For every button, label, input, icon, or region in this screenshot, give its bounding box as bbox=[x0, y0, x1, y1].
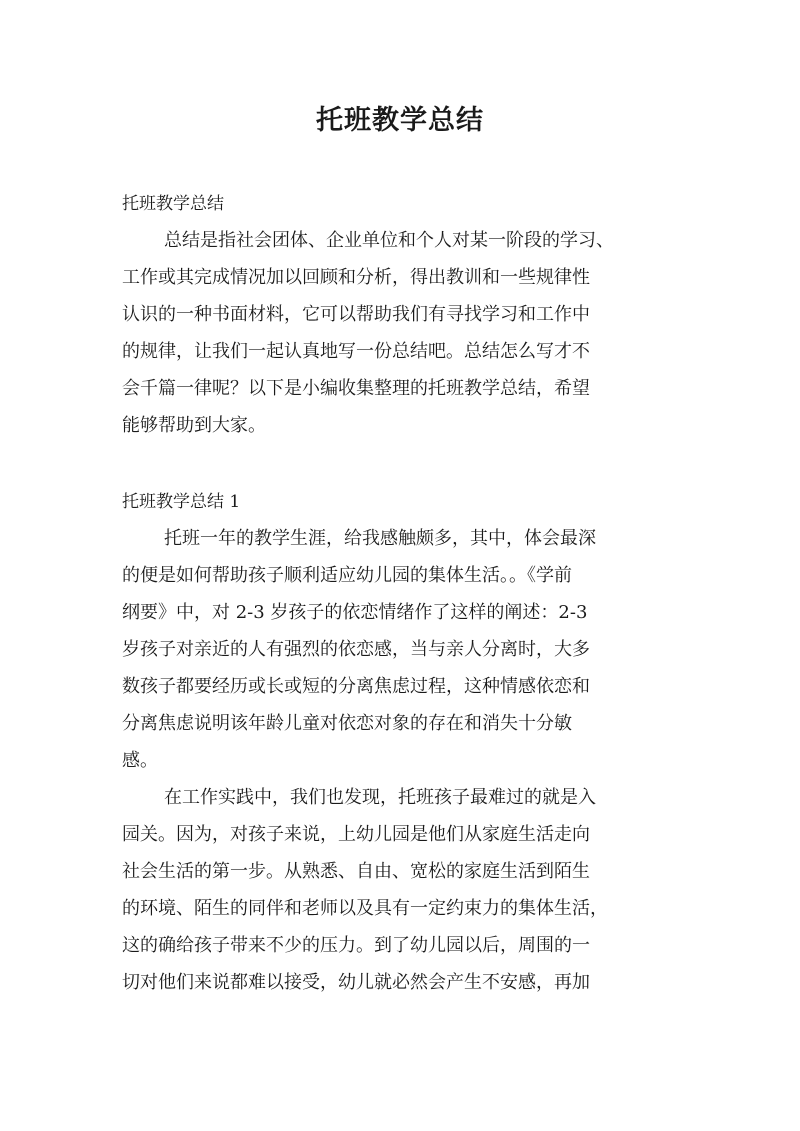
paragraph-line: 数孩子都要经历或长或短的分离焦虑过程，这种情感依恋和 bbox=[122, 676, 590, 697]
paragraph-line: 的环境、陌生的同伴和老师以及具有一定约束力的集体生活， bbox=[122, 898, 608, 919]
paragraph-line: 这的确给孩子带来不少的压力。到了幼儿园以后，周围的一 bbox=[122, 935, 590, 956]
paragraph-line: 切对他们来说都难以接受，幼儿就必然会产生不安感，再加 bbox=[122, 972, 590, 993]
paragraph-line: 总结是指社会团体、企业单位和个人对某一阶段的学习、 bbox=[164, 230, 614, 251]
paragraph-line: 工作或其完成情况加以回顾和分析，得出教训和一些规律性 bbox=[122, 267, 590, 288]
paragraph-line: 感。 bbox=[122, 750, 158, 771]
paragraph-line: 在工作实践中，我们也发现，托班孩子最难过的就是入 bbox=[164, 787, 596, 808]
paragraph-line: 纲要》中，对 2-3 岁孩子的依恋情绪作了这样的阐述：2-3 bbox=[122, 602, 588, 623]
paragraph-line: 托班一年的教学生涯，给我感触颇多，其中，体会最深 bbox=[164, 528, 596, 549]
section-heading: 托班教学总结 bbox=[122, 194, 224, 214]
paragraph-line: 认识的一种书面材料，它可以帮助我们有寻找学习和工作中 bbox=[122, 304, 590, 325]
document-title: 托班教学总结 bbox=[316, 105, 484, 136]
paragraph-line: 社会生活的第一步。从熟悉、自由、宽松的家庭生活到陌生 bbox=[122, 861, 590, 882]
paragraph-line: 的便是如何帮助孩子顺利适应幼儿园的集体生活。。《学前 bbox=[122, 565, 572, 586]
paragraph-line: 分离焦虑说明该年龄儿童对依恋对象的存在和消失十分敏 bbox=[122, 713, 572, 734]
section-heading: 托班教学总结 1 bbox=[122, 492, 241, 512]
paragraph-line: 能够帮助到大家。 bbox=[122, 415, 266, 436]
paragraph-line: 岁孩子对亲近的人有强烈的依恋感，当与亲人分离时，大多 bbox=[122, 639, 590, 660]
paragraph-line: 园关。因为，对孩子来说，上幼儿园是他们从家庭生活走向 bbox=[122, 824, 590, 845]
paragraph-line: 的规律，让我们一起认真地写一份总结吧。总结怎么写才不 bbox=[122, 341, 590, 362]
paragraph-line: 会千篇一律呢？以下是小编收集整理的托班教学总结，希望 bbox=[122, 378, 590, 399]
